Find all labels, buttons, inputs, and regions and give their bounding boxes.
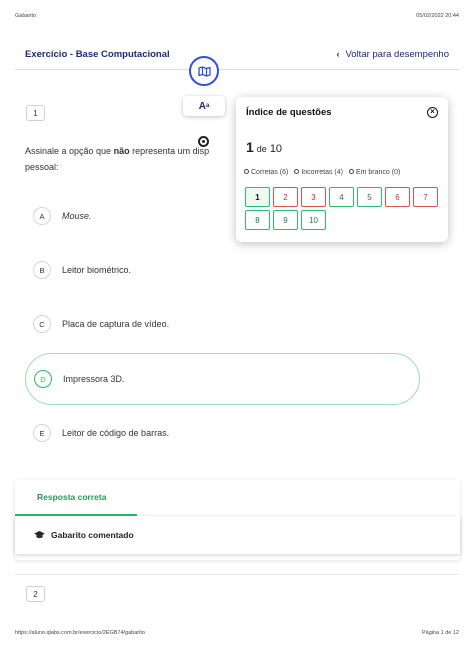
index-legend: [244, 169, 400, 176]
print-header-title: Gabarito: [15, 13, 37, 19]
print-footer: [15, 630, 459, 640]
option-text-e: Leitor de código de barras.: [62, 428, 170, 438]
close-icon[interactable]: ×: [427, 107, 438, 118]
question-statement: [25, 143, 250, 175]
question-text-part2: representa um disp: [129, 146, 210, 156]
option-e[interactable]: [25, 407, 420, 459]
question-number-badge-2: 2: [26, 586, 45, 602]
option-letter-c: C: [33, 315, 51, 333]
commented-answer-label: Gabarito comentado: [51, 530, 134, 540]
map-icon: [198, 66, 211, 77]
question-counter: [246, 139, 282, 155]
exercise-topbar: [15, 40, 459, 68]
font-size-button[interactable]: [183, 96, 225, 116]
exercise-title: Exercício - Base Computacional: [25, 48, 170, 60]
question-text-bold: não: [113, 146, 130, 156]
correct-dot-icon: [244, 169, 249, 174]
graduation-cap-icon: [34, 531, 45, 539]
question-button-9[interactable]: 9: [273, 210, 298, 230]
question-text-part1: Assinale a opção que: [25, 146, 114, 156]
option-d-selected[interactable]: [25, 353, 420, 405]
legend-correct-label: Corretas (6): [251, 169, 289, 176]
option-c[interactable]: [25, 298, 420, 350]
legend-correct: [244, 169, 288, 176]
question-number-badge: 1: [26, 105, 45, 121]
question-button-6[interactable]: 6: [385, 187, 410, 207]
legend-incorrect: [294, 169, 343, 176]
option-letter-e: E: [33, 424, 51, 442]
option-text-b: Leitor biométrico.: [62, 265, 132, 275]
back-link-label: Voltar para desempenho: [345, 48, 449, 60]
tab-correct-answer[interactable]: Resposta correta: [15, 480, 137, 516]
answer-section: [15, 480, 460, 560]
back-to-performance-link[interactable]: [336, 49, 459, 60]
print-footer-page: Página 1 de 12: [421, 630, 459, 636]
counter-of: de: [256, 144, 267, 154]
total-questions: 10: [269, 143, 283, 155]
question-separator: [15, 574, 459, 575]
legend-blank-label: Em branco (0): [355, 169, 401, 176]
option-letter-b: B: [33, 261, 51, 279]
option-text-a: Mouse.: [62, 211, 92, 221]
legend-incorrect-label: Incorretas (4): [301, 169, 343, 176]
print-footer-url: https://aluno.qlabs.com.br/exercicio/2EGB74/gabarito: [15, 630, 145, 636]
current-question: 1: [246, 139, 254, 155]
option-letter-d: D: [34, 370, 52, 388]
question-button-1[interactable]: 1: [245, 187, 270, 207]
index-panel-title: Índice de questões: [246, 107, 332, 118]
question-index-panel: [236, 97, 448, 242]
option-b[interactable]: [25, 244, 420, 296]
option-text-c: Placa de captura de vídeo.: [62, 319, 170, 329]
font-size-icon-big: A: [198, 100, 206, 112]
question-button-5[interactable]: 5: [357, 187, 382, 207]
print-header: [15, 13, 459, 23]
question-button-4[interactable]: 4: [329, 187, 354, 207]
print-header-date: 05/02/2022 20:44: [416, 13, 459, 19]
incorrect-dot-icon: [294, 169, 299, 174]
question-button-2[interactable]: 2: [273, 187, 298, 207]
option-letter-a: A: [33, 207, 51, 225]
commented-answer-toggle[interactable]: [15, 516, 460, 554]
question-text-line2: pessoal:: [25, 162, 59, 172]
option-text-d: Impressora 3D.: [63, 374, 125, 384]
question-button-10[interactable]: 10: [301, 210, 326, 230]
chevron-left-icon: ‹: [336, 49, 340, 59]
font-size-icon-small: a: [205, 103, 210, 109]
topbar-divider: [15, 69, 459, 70]
question-button-3[interactable]: 3: [301, 187, 326, 207]
legend-blank: [349, 169, 400, 176]
question-button-8[interactable]: 8: [245, 210, 270, 230]
question-button-7[interactable]: 7: [413, 187, 438, 207]
question-map-button[interactable]: [189, 56, 219, 86]
blank-dot-icon: [349, 169, 354, 174]
